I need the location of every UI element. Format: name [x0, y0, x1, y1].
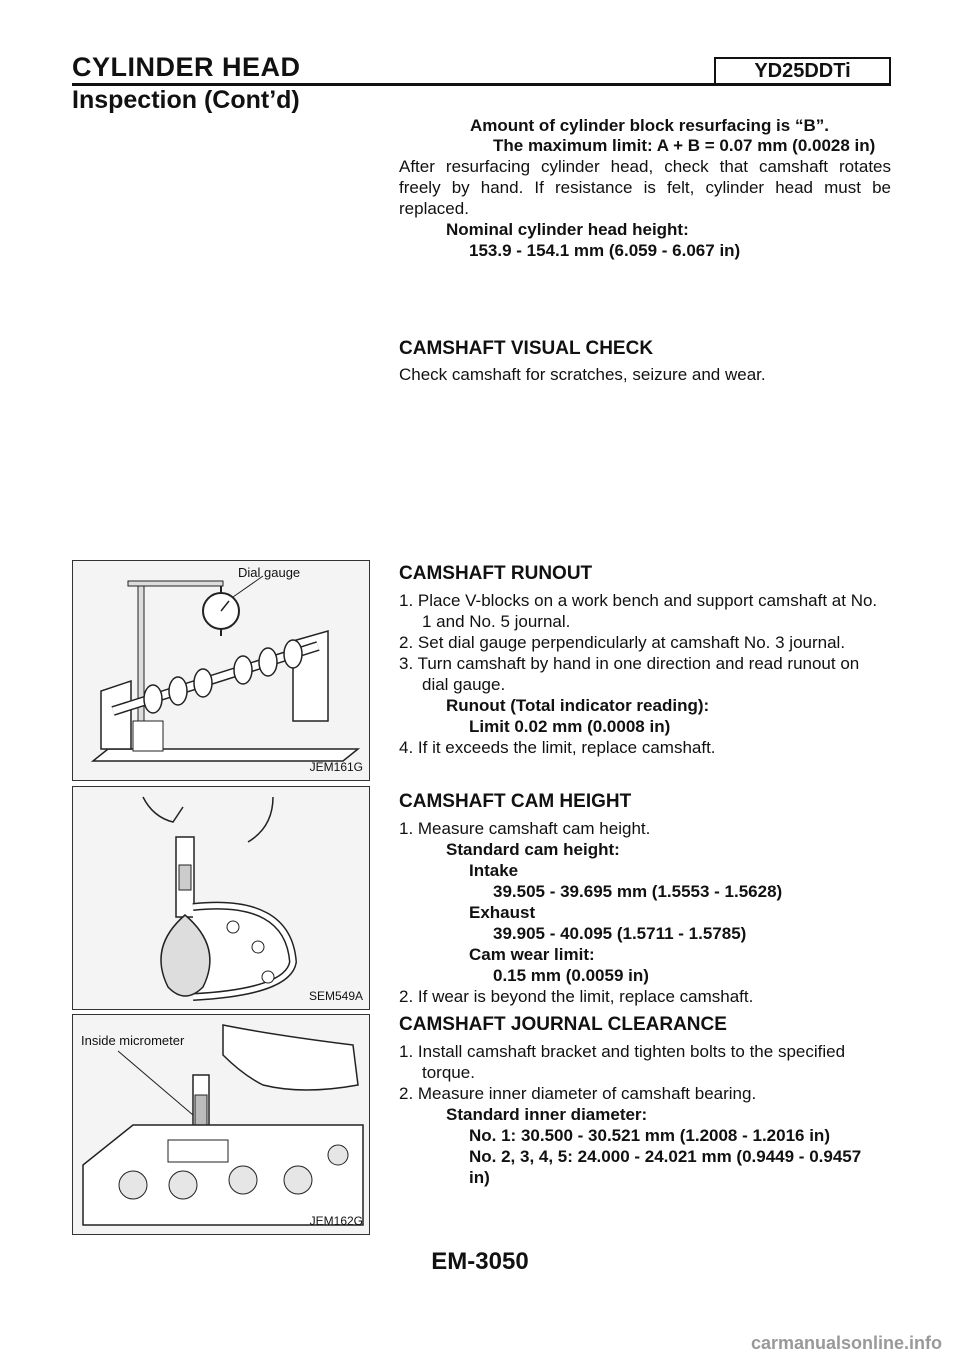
inside-micrometer-illustration	[73, 1015, 369, 1234]
section-title: CYLINDER HEAD	[72, 52, 301, 82]
cam-wear-limit-value: 0.15 mm (0.0059 in)	[493, 966, 649, 985]
cam-height-step-1: 1. Measure camshaft cam height.	[399, 819, 651, 838]
journal-clearance-heading: CAMSHAFT JOURNAL CLEARANCE	[399, 1014, 727, 1035]
journal-clearance-figure	[72, 1014, 370, 1235]
journal-step-1-cont: torque.	[422, 1063, 475, 1082]
dial-gauge-label: Dial gauge	[238, 565, 301, 580]
figure-code-jem162g: JEM162G	[309, 1214, 363, 1228]
maximum-limit-spec: The maximum limit: A + B = 0.07 mm (0.0028 in)	[493, 136, 876, 155]
cam-height-heading: CAMSHAFT CAM HEIGHT	[399, 791, 632, 812]
journal-no1-spec: No. 1: 30.500 - 30.521 mm (1.2008 - 1.2016 in)	[469, 1126, 830, 1145]
visual-check-heading: CAMSHAFT VISUAL CHECK	[399, 338, 654, 359]
head-height-label: Nominal cylinder head height:	[446, 220, 689, 239]
runout-heading: CAMSHAFT RUNOUT	[399, 563, 593, 584]
section-subtitle: Inspection (Cont’d)	[72, 86, 300, 114]
journal-no2-5-spec-cont: in)	[469, 1168, 490, 1187]
runout-figure	[72, 560, 370, 781]
engine-code-badge: YD25DDTi	[714, 57, 891, 86]
runout-step-1-cont: 1 and No. 5 journal.	[422, 612, 571, 631]
cam-height-step-2: 2. If wear is beyond the limit, replace camshaft.	[399, 987, 754, 1006]
intake-value: 39.505 - 39.695 mm (1.5553 - 1.5628)	[493, 882, 783, 901]
runout-step-4: 4. If it exceeds the limit, replace camshaft.	[399, 738, 716, 757]
watermark: carmanualsonline.info	[750, 1333, 942, 1353]
camshaft-runout-illustration	[73, 561, 369, 780]
inside-micrometer-label: Inside micrometer	[81, 1033, 185, 1048]
exhaust-label: Exhaust	[469, 903, 536, 922]
runout-spec-label: Runout (Total indicator reading):	[446, 696, 710, 715]
journal-step-1: 1. Install camshaft bracket and tighten bolts to the specified	[399, 1042, 846, 1061]
runout-step-3-cont: dial gauge.	[422, 675, 506, 694]
inner-diameter-label: Standard inner diameter:	[446, 1105, 648, 1124]
page-number: EM-3050	[431, 1248, 529, 1275]
runout-spec-value: Limit 0.02 mm (0.0008 in)	[469, 717, 671, 736]
cam-height-figure	[72, 786, 370, 1010]
visual-check-text: Check camshaft for scratches, seizure and wear.	[399, 365, 766, 384]
exhaust-value: 39.905 - 40.095 (1.5711 - 1.5785)	[493, 924, 747, 943]
runout-step-2: 2. Set dial gauge perpendicularly at camshaft No. 3 journal.	[399, 633, 846, 652]
figure-code-sem549a: SEM549A	[308, 989, 363, 1003]
runout-step-3: 3. Turn camshaft by hand in one direction and read runout on	[399, 654, 860, 673]
figure-code-jem161g: JEM161G	[309, 760, 363, 774]
journal-step-2: 2. Measure inner diameter of camshaft bearing.	[399, 1084, 757, 1103]
micrometer-cam-illustration	[73, 787, 369, 1009]
resurfacing-note: Amount of cylinder block resurfacing is “B”.	[470, 116, 829, 135]
intake-label: Intake	[469, 861, 519, 880]
cam-wear-limit-label: Cam wear limit:	[469, 945, 595, 964]
head-height-value: 153.9 - 154.1 mm (6.059 - 6.067 in)	[469, 241, 741, 260]
journal-no2-5-spec: No. 2, 3, 4, 5: 24.000 - 24.021 mm (0.9449 - 0.9457	[469, 1147, 862, 1166]
resurfacing-paragraph: After resurfacing cylinder head, check that camshaft rotates freely by hand. If resistance is felt, cylinder head must be replaced.	[399, 157, 891, 218]
runout-step-1: 1. Place V-blocks on a work bench and support camshaft at No.	[399, 591, 878, 610]
cam-height-spec-label: Standard cam height:	[446, 840, 620, 859]
